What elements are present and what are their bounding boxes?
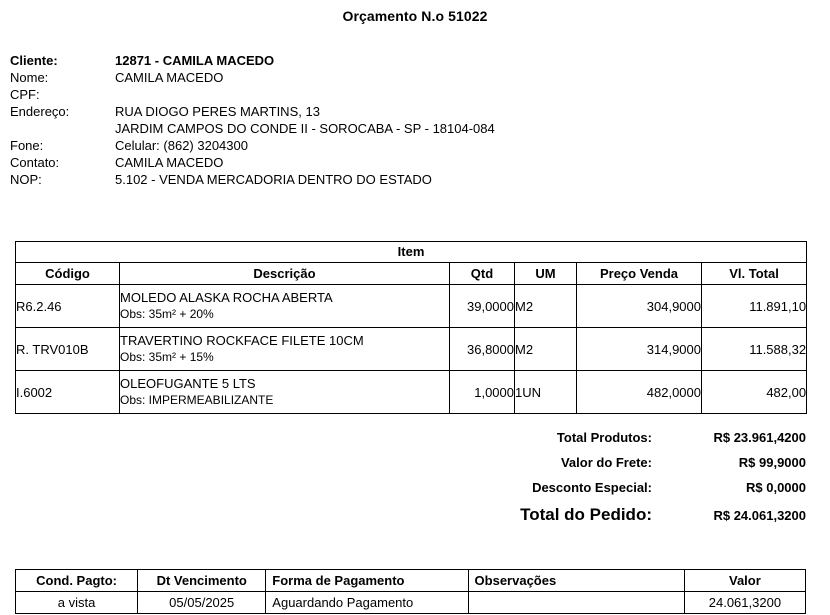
totals-value-frete: R$ 99,9000: [738, 455, 806, 470]
customer-label-contato: Contato:: [10, 155, 60, 170]
item-qtd: 39,0000: [450, 285, 515, 328]
totals-label-produtos: Total Produtos:: [556, 430, 652, 445]
item-preco-venda: 314,9000: [577, 328, 702, 371]
payment-table-header-row: [16, 570, 806, 592]
customer-value-endereco-line2: JARDIM CAMPOS DO CONDE II - SOROCABA - SP - 18104-084: [115, 121, 495, 136]
item-descricao: TRAVERTINO ROCKFACE FILETE 10CM: [120, 333, 364, 348]
payment-header-observacoes: Observações: [468, 570, 684, 592]
items-table-header-row: [16, 263, 807, 285]
totals-label-pedido: Total do Pedido:: [520, 505, 652, 524]
payment-header-valor: Valor: [684, 570, 805, 592]
items-table: [15, 241, 807, 414]
customer-value-endereco: RUA DIOGO PERES MARTINS, 13: [115, 104, 320, 119]
customer-value-nome: CAMILA MACEDO: [115, 70, 224, 85]
customer-row-fone: [10, 137, 710, 154]
payment-header-forma-pagamento: Forma de Pagamento: [266, 570, 468, 592]
customer-info-block: [10, 52, 710, 188]
item-codigo: I.6002: [16, 371, 120, 414]
customer-row-endereco: [10, 103, 710, 120]
payment-observacoes: [468, 592, 684, 614]
customer-value-nop: 5.102 - VENDA MERCADORIA DENTRO DO ESTADO: [115, 172, 432, 187]
totals-row-produtos: [400, 430, 806, 455]
customer-row-cliente: [10, 52, 710, 69]
table-row: [16, 371, 807, 414]
customer-row-nome: [10, 69, 710, 86]
item-observacao: Obs: 35m² + 15%: [120, 350, 214, 364]
payment-cond-pagto: a vista: [16, 592, 138, 614]
items-table-group-header-row: [16, 242, 807, 263]
items-header-qtd: Qtd: [450, 263, 515, 285]
item-observacao: Obs: 35m² + 20%: [120, 307, 214, 321]
item-um: M2: [515, 285, 577, 328]
item-descricao: OLEOFUGANTE 5 LTS: [120, 376, 256, 391]
customer-row-cpf: [10, 86, 710, 103]
table-row: [16, 328, 807, 371]
totals-row-desconto: [400, 480, 806, 505]
customer-label-fone: Fone:: [10, 138, 44, 153]
customer-label-nop: NOP:: [10, 172, 42, 187]
customer-value-fone: Celular: (862) 3204300: [115, 138, 248, 153]
totals-summary: [400, 430, 806, 533]
item-vl-total: 482,00: [702, 371, 807, 414]
customer-row-nop: [10, 171, 710, 188]
item-preco-venda: 482,0000: [577, 371, 702, 414]
items-table-group-header: Item: [16, 242, 807, 263]
item-descricao-cell: [120, 328, 450, 371]
payment-table: [15, 569, 806, 614]
customer-label-cpf: CPF:: [10, 87, 40, 102]
items-header-vl-total: Vl. Total: [702, 263, 807, 285]
customer-row-endereco-line2: [10, 120, 710, 137]
items-header-um: UM: [515, 263, 577, 285]
item-qtd: 1,0000: [450, 371, 515, 414]
customer-label-endereco: Endereço:: [10, 104, 70, 119]
item-qtd: 36,8000: [450, 328, 515, 371]
items-header-codigo: Código: [16, 263, 120, 285]
items-header-descricao: Descrição: [120, 263, 450, 285]
item-observacao: Obs: IMPERMEABILIZANTE: [120, 393, 274, 407]
totals-label-desconto: Desconto Especial:: [532, 480, 652, 495]
payment-forma-pagamento: Aguardando Pagamento: [266, 592, 468, 614]
payment-header-cond-pagto: Cond. Pagto:: [16, 570, 138, 592]
customer-label-cliente: Cliente:: [10, 53, 58, 68]
items-header-preco-venda: Preço Venda: [577, 263, 702, 285]
payment-dt-vencimento: 05/05/2025: [138, 592, 266, 614]
item-um: 1UN: [515, 371, 577, 414]
item-um: M2: [515, 328, 577, 371]
customer-value-cliente: 12871 - CAMILA MACEDO: [115, 53, 275, 68]
item-vl-total: 11.588,32: [702, 328, 807, 371]
totals-value-desconto: R$ 0,0000: [746, 480, 806, 495]
totals-value-produtos: R$ 23.961,4200: [713, 430, 806, 445]
item-preco-venda: 304,9000: [577, 285, 702, 328]
item-descricao: MOLEDO ALASKA ROCHA ABERTA: [120, 290, 333, 305]
table-row: [16, 285, 807, 328]
item-vl-total: 11.891,10: [702, 285, 807, 328]
payment-valor: 24.061,3200: [684, 592, 805, 614]
payment-header-dt-vencimento: Dt Vencimento: [138, 570, 266, 592]
totals-value-pedido: R$ 24.061,3200: [713, 508, 806, 523]
customer-label-nome: Nome:: [10, 70, 49, 85]
page-title: Orçamento N.o 51022: [342, 8, 488, 24]
item-descricao-cell: [120, 285, 450, 328]
totals-label-frete: Valor do Frete:: [560, 455, 652, 470]
customer-value-contato: CAMILA MACEDO: [115, 155, 224, 170]
totals-row-frete: [400, 455, 806, 480]
item-codigo: R6.2.46: [16, 285, 120, 328]
item-codigo: R. TRV010B: [16, 328, 120, 371]
item-descricao-cell: [120, 371, 450, 414]
customer-row-contato: [10, 154, 710, 171]
table-row: [16, 592, 806, 614]
totals-row-pedido: [400, 505, 806, 533]
